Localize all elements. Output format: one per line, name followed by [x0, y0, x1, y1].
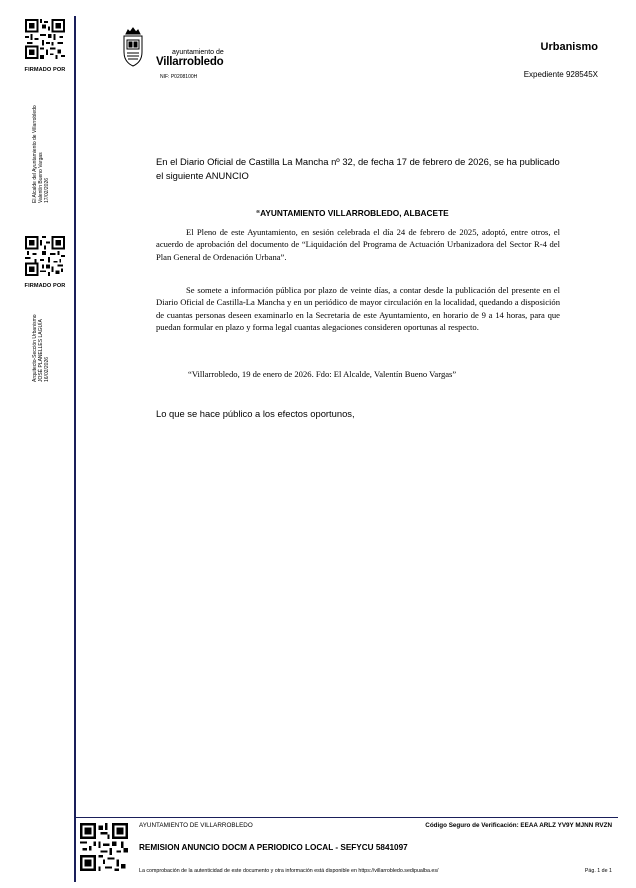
announcement-paragraph-1: El Pleno de este Ayuntamiento, en sesión celebrada el día 24 de febrero de 2025, adoptó, entre otros, el acuerdo de aprobación del documento de “Liquidación del Programa de Actuación Urbanizadora del Sector R-4 del Plan General de Ordenación Urbana”.	[156, 227, 560, 262]
publication-statement: Lo que se hace público a los efectos oportunos,	[156, 408, 355, 419]
verification-notice: La comprobación de la autenticidad de este documento y otra información está disponible en https://villarrobledo.sedipualba.es/	[139, 868, 439, 874]
signature-1-details	[32, 83, 50, 203]
secure-verification-code: Código Seguro de Verificación: EEAA ARLZ YV9Y MJNN RVZN	[425, 822, 612, 829]
qr-code-icon	[25, 19, 65, 59]
department-label: Urbanismo	[540, 41, 598, 53]
announcement-title: “AYUNTAMIENTO VILLARROBLEDO, ALBACETE	[256, 208, 449, 218]
announcement-paragraph-2: Se somete a información pública por plazo de veinte días, a contar desde la publicación del presente en el Diario Oficial de Castilla-La Mancha y en un periódico de mayor circulación en la localidad, quedando a disposición de cuantas personas deseen examinarlo en la Secretaria de este Ayuntamiento, en horario de 9 a 14 horas, para que puedan formular en plazo y forma legal cuantas alegaciones consideren oportunas al respecto.	[156, 285, 560, 332]
signer-name: JOSÉ PLANELLES LAGUÍA	[38, 319, 44, 382]
signer-role: El Alcalde del Ayuntamiento de Villarrobledo	[32, 105, 38, 203]
signer-role: Arquitecto-Sección Urbanismo	[32, 314, 38, 382]
footer-ayuntamiento: AYUNTAMIENTO DE VILLARROBLEDO	[139, 822, 253, 829]
nif: NIF: P0208100H	[160, 74, 198, 80]
footer-rule	[76, 817, 618, 818]
margin-rule	[74, 16, 76, 882]
logo-name: Villarrobledo	[156, 56, 224, 68]
intro-paragraph: En el Diario Oficial de Castilla La Mancha nº 32, de fecha 17 de febrero de 2026, se ha publicado el siguiente ANUNCIO	[156, 156, 560, 181]
signature-date: 17/02/2026	[44, 177, 50, 203]
page-number: Pág. 1 de 1	[584, 868, 612, 874]
signature-date: 16/02/2026	[44, 356, 50, 382]
announcement-signature-line: “Villarrobledo, 19 de enero de 2026. Fdo: El Alcalde, Valentín Bueno Vargas”	[188, 369, 457, 379]
signed-by-stamp: FIRMADO POR	[24, 67, 66, 73]
municipality-logo	[120, 26, 238, 77]
qr-code-icon	[80, 823, 128, 871]
signer-name: Valentín Bueno Vargas	[38, 152, 44, 203]
expediente-number: Expediente 928545X	[523, 70, 598, 79]
document-title: REMISION ANUNCIO DOCM A PERIODICO LOCAL - SEFYCU 5841097	[139, 843, 408, 852]
logo-small-text: ayuntamiento de	[172, 49, 224, 56]
signed-by-stamp: FIRMADO POR	[24, 283, 66, 289]
signature-2-details	[32, 262, 50, 382]
